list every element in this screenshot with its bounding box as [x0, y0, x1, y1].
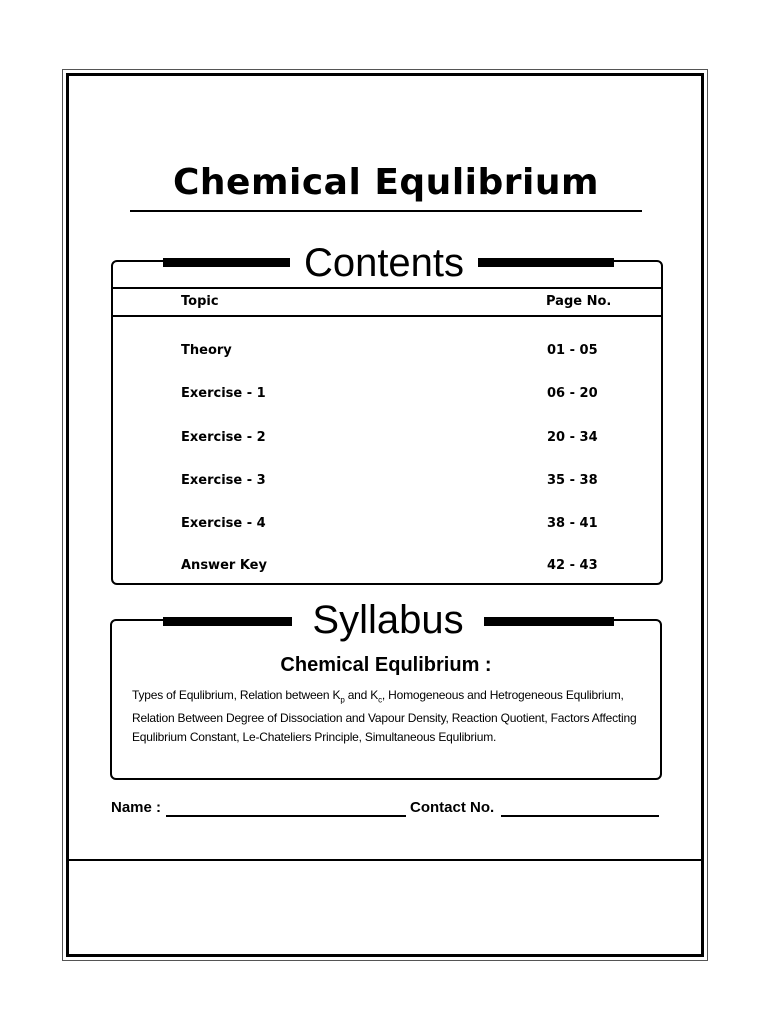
syllabus-subtitle: Chemical Equlibrium : — [280, 654, 492, 676]
name-label: Name : — [111, 799, 162, 816]
subscript-p: p — [340, 695, 345, 705]
contents-row-page: 01 - 05 — [547, 343, 598, 358]
syllabus-text-part: Types of Equlibrium, Relation between K — [132, 688, 341, 702]
contents-left-bar — [163, 258, 293, 267]
contents-row-topic: Theory — [181, 343, 232, 358]
subscript-c: c — [378, 695, 382, 705]
syllabus-text-part: and K — [344, 688, 379, 702]
syllabus-text-part: , Homogeneous and Hetrogeneous Equlibrium, Relation Between Degree of Dissociation and Vapour Density, Reaction Quotient, Factors Affecting Equlibrium Constant, Le-Chateliers Principle, Simultaneous Equlibrium. — [132, 688, 637, 745]
contents-row-page: 06 - 20 — [547, 386, 598, 401]
contact-label: Contact No. — [410, 799, 495, 816]
contents-row-topic: Answer Key — [181, 558, 267, 573]
contents-row-page: 35 - 38 — [547, 473, 598, 488]
syllabus-text — [132, 686, 658, 747]
document-title: Chemical Equlibrium — [173, 162, 599, 203]
contents-right-bar — [478, 258, 614, 267]
contents-row-topic: Exercise - 1 — [181, 386, 266, 401]
contents-row-page: 20 - 34 — [547, 430, 598, 445]
contents-row-page: 38 - 41 — [547, 516, 598, 531]
contents-heading: Contents — [290, 241, 478, 285]
contents-row-topic: Exercise - 3 — [181, 473, 266, 488]
syllabus-right-bar — [478, 617, 614, 626]
syllabus-left-bar — [163, 617, 293, 626]
contents-row-topic: Exercise - 4 — [181, 516, 266, 531]
column-header-page: Page No. — [546, 294, 612, 309]
footer-divider — [66, 859, 704, 861]
contents-row-topic: Exercise - 2 — [181, 430, 266, 445]
title-underline — [130, 210, 642, 212]
name-input-line[interactable] — [166, 815, 406, 817]
contents-row-page: 42 - 43 — [547, 558, 598, 573]
syllabus-heading: Syllabus — [292, 598, 484, 642]
contact-input-line[interactable] — [501, 815, 659, 817]
column-header-topic: Topic — [181, 294, 219, 309]
